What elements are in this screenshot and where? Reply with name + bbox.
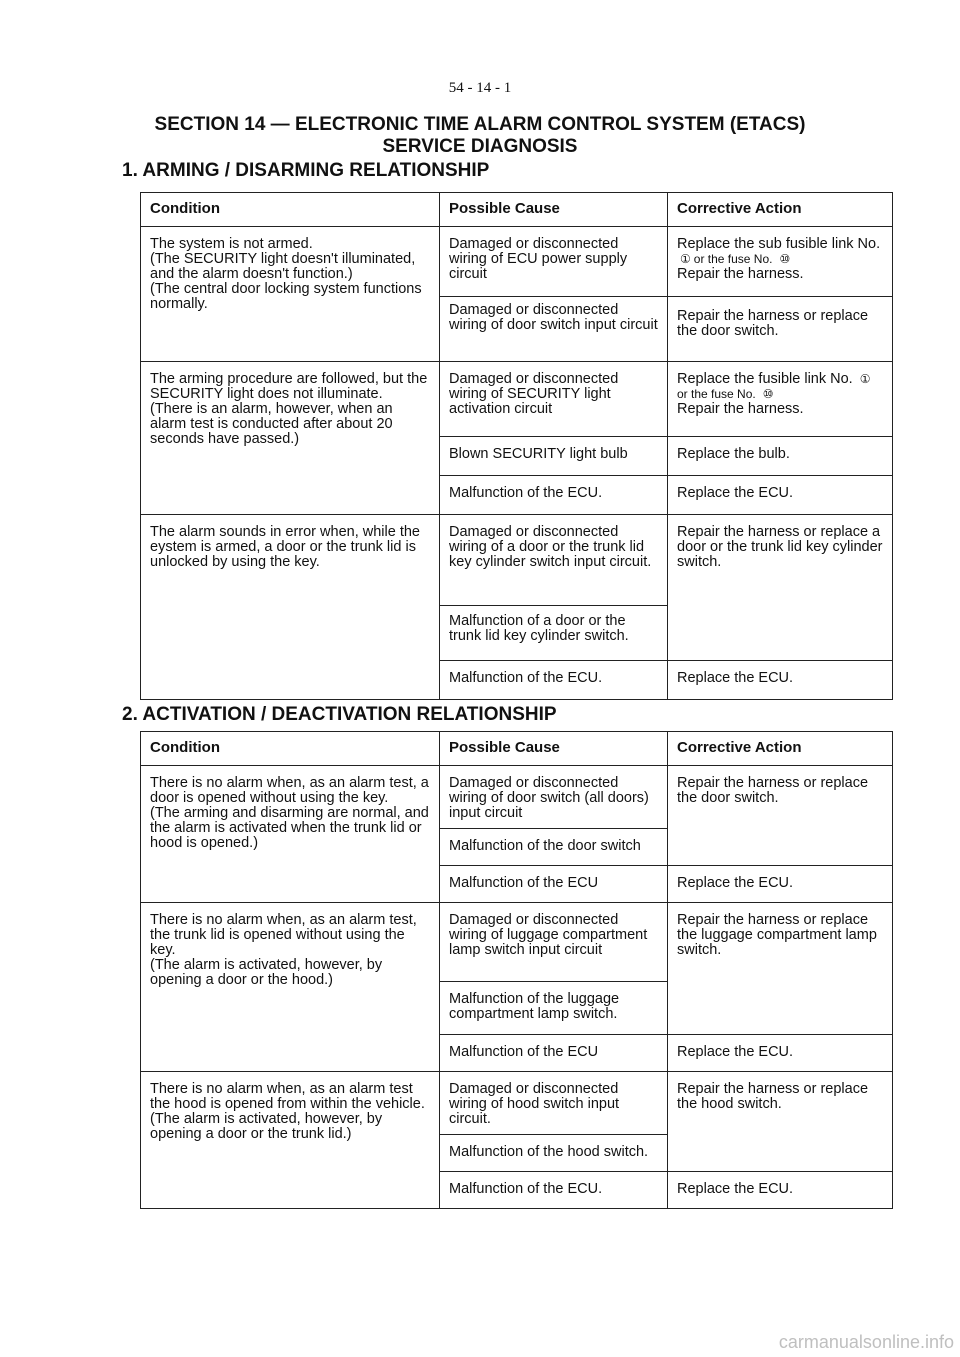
section2-heading: 2. ACTIVATION / DEACTIVATION RELATIONSHIP <box>122 704 557 725</box>
table-row <box>141 903 893 982</box>
cause-text: Malfunction of the ECU. <box>449 1181 603 1197</box>
action-text: Replace the ECU. <box>677 485 794 501</box>
table-row <box>141 1072 893 1135</box>
action-text: Replace the ECU. <box>677 1044 794 1060</box>
condition-text: There is no alarm when, as an alarm test, a door is opened without using the key. (The arming and disarming are normal, and the alarm is activated when the trunk lid or hood is opened.) <box>150 775 429 851</box>
circled-number-icon: ① <box>859 372 871 386</box>
action-text: Repair the harness or replace the door switch. <box>677 308 869 340</box>
condition-text: The system is not armed. (The SECURITY light doesn't illuminated, and the alarm doesn't function.) (The central door locking system functions normally. <box>150 236 422 312</box>
page-number: 54 - 14 - 1 <box>448 80 512 96</box>
cause-text: Damaged or disconnected wiring of SECURITY light activation circuit <box>449 371 619 417</box>
condition-text: There is no alarm when, as an alarm test, the trunk lid is opened without using the key. (The alarm is activated, however, by opening a door or the hood.) <box>150 912 417 988</box>
cause-text: Malfunction of the ECU. <box>449 485 603 501</box>
cause-text: Malfunction of the luggage compartment lamp switch. <box>449 991 620 1022</box>
condition-text: The arming procedure are followed, but the SECURITY light does not illuminate. (There is an alarm, however, when an alarm test is conducted after about 20 seconds have passed.) <box>150 371 428 447</box>
header-possible-cause: Possible Cause <box>440 193 668 227</box>
table-row <box>141 515 893 606</box>
condition-text: There is no alarm when, as an alarm test the hood is opened from within the vehicle. (The alarm is activated, however, by opening a door or the trunk lid.) <box>150 1081 425 1142</box>
condition-text: The alarm sounds in error when, while the eystem is armed, a door or the trunk lid is unlocked by using the key. <box>150 524 420 570</box>
cause-text: Malfunction of the door switch <box>449 838 641 854</box>
cause-text: Damaged or disconnected wiring of door switch (all doors) input circuit <box>449 775 649 821</box>
fuse-text: or the fuse No. <box>693 252 773 266</box>
action-text: Replace the fusible link No. <box>677 371 853 387</box>
action-text: Replace the ECU. <box>677 670 794 686</box>
watermark-footer: carmanualsonline.info <box>778 1332 954 1352</box>
cause-text: Blown SECURITY light bulb <box>449 446 628 462</box>
action-text: Replace the ECU. <box>677 875 794 891</box>
action-text: Repair the harness. <box>677 401 804 417</box>
cause-text: Damaged or disconnected wiring of a door or the trunk lid key cylinder switch input circuit. <box>449 524 652 570</box>
action-text: Replace the bulb. <box>677 446 790 462</box>
table-header-row <box>141 732 893 766</box>
cause-text: Malfunction of a door or the trunk lid key cylinder switch. <box>449 613 629 644</box>
header-corrective-action: Corrective Action <box>668 193 893 227</box>
action-text: Replace the ECU. <box>677 1181 794 1197</box>
action-text: Repair the harness. <box>677 266 804 282</box>
table-header-row <box>141 193 893 227</box>
section-title-line1: SECTION 14 — ELECTRONIC TIME ALARM CONTROL SYSTEM (ETACS) <box>154 114 806 135</box>
cause-text: Damaged or disconnected wiring of ECU power supply circuit <box>449 236 628 282</box>
circled-number-icon: ⑩ <box>762 387 774 401</box>
cause-text: Malfunction of the hood switch. <box>449 1144 649 1160</box>
fuse-text: or the fuse No. <box>677 387 756 401</box>
table-row <box>141 227 893 297</box>
section-title <box>0 114 960 158</box>
table-row <box>141 766 893 829</box>
header-condition: Condition <box>141 732 440 766</box>
cause-text: Malfunction of the ECU. <box>449 670 603 686</box>
header-condition: Condition <box>141 193 440 227</box>
table-row <box>141 362 893 437</box>
action-text: Repair the harness or replace the door switch. <box>677 775 869 806</box>
action-text: Repair the harness or replace the hood switch. <box>677 1081 869 1112</box>
action-text: Repair the harness or replace a door or the trunk lid key cylinder switch. <box>677 524 883 570</box>
action-text: Repair the harness or replace the luggage compartment lamp switch. <box>677 912 877 958</box>
section1-heading: 1. ARMING / DISARMING RELATIONSHIP <box>122 160 490 181</box>
circled-number-icon: ① <box>680 252 691 266</box>
circled-number-icon: ⑩ <box>779 252 791 266</box>
section-title-line2: SERVICE DIAGNOSIS <box>382 136 578 157</box>
action-text: Replace the sub fusible link No. <box>677 236 881 252</box>
cause-text: Malfunction of the ECU <box>449 875 599 891</box>
cause-text: Damaged or disconnected wiring of luggage compartment lamp switch input circuit <box>449 912 648 958</box>
cause-text: Damaged or disconnected wiring of door switch input circuit <box>449 302 658 334</box>
activation-deactivation-table <box>140 731 893 1209</box>
cause-text: Damaged or disconnected wiring of hood switch input circuit. <box>449 1081 620 1127</box>
header-corrective-action: Corrective Action <box>668 732 893 766</box>
header-possible-cause: Possible Cause <box>440 732 668 766</box>
cause-text: Malfunction of the ECU <box>449 1044 599 1060</box>
arming-disarming-table <box>140 192 893 700</box>
